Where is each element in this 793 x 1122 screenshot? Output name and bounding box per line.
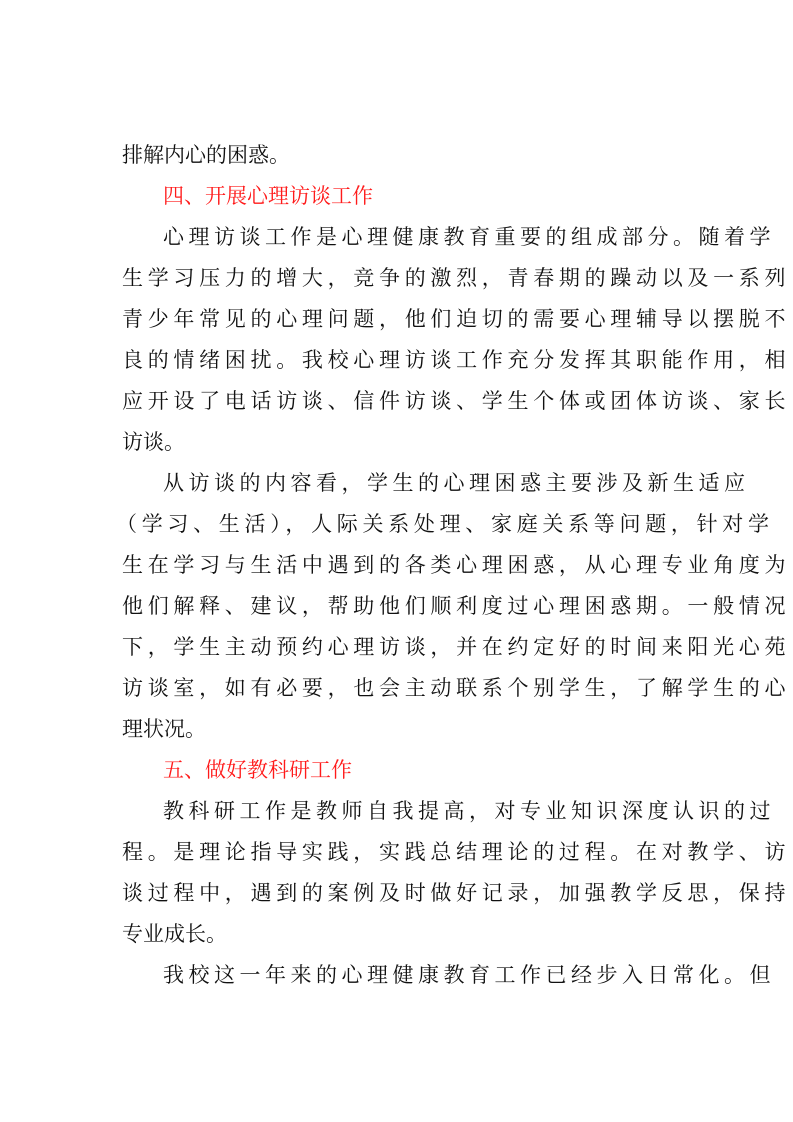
text-line: 从访谈的内容看，学生的心理困惑主要涉及新生适应 bbox=[163, 471, 750, 495]
text-line: 排解内心的困惑。 bbox=[122, 143, 290, 167]
text-line: 生在学习与生活中遇到的各类心理困惑，从心理专业角度为 bbox=[122, 553, 791, 577]
section-heading-5: 五、做好教科研工作 bbox=[163, 758, 352, 782]
text-line: 理状况。 bbox=[122, 717, 206, 741]
text-line: 我校这一年来的心理健康教育工作已经步入日常化。但 bbox=[163, 963, 775, 987]
section-heading-4: 四、开展心理访谈工作 bbox=[163, 184, 373, 208]
text-line: 访谈。 bbox=[122, 430, 185, 454]
text-line: 程。是理论指导实践，实践总结理论的过程。在对教学、访 bbox=[122, 840, 791, 864]
text-line: 访谈室，如有必要，也会主动联系个别学生，了解学生的心 bbox=[122, 676, 791, 700]
text-line: 下，学生主动预约心理访谈，并在约定好的时间来阳光心苑 bbox=[122, 635, 791, 659]
text-line: 教科研工作是教师自我提高，对专业知识深度认识的过 bbox=[163, 799, 775, 823]
text-line: 谈过程中，遇到的案例及时做好记录，加强教学反思，保持 bbox=[122, 881, 791, 905]
text-line: 青少年常见的心理问题，他们迫切的需要心理辅导以摆脱不 bbox=[122, 307, 791, 331]
text-line: 良的情绪困扰。我校心理访谈工作充分发挥其职能作用，相 bbox=[122, 348, 791, 372]
text-line: 专业成长。 bbox=[122, 922, 227, 946]
text-line: 心理访谈工作是心理健康教育重要的组成部分。随着学 bbox=[163, 225, 775, 249]
text-line: 生学习压力的增大，竞争的激烈，青春期的躁动以及一系列 bbox=[122, 266, 791, 290]
text-line: 他们解释、建议，帮助他们顺利度过心理困惑期。一般情况 bbox=[122, 594, 791, 618]
text-line: （学习、生活），人际关系处理、家庭关系等问题，针对学 bbox=[116, 512, 774, 536]
text-line: 应开设了电话访谈、信件访谈、学生个体或团体访谈、家长 bbox=[122, 389, 791, 413]
